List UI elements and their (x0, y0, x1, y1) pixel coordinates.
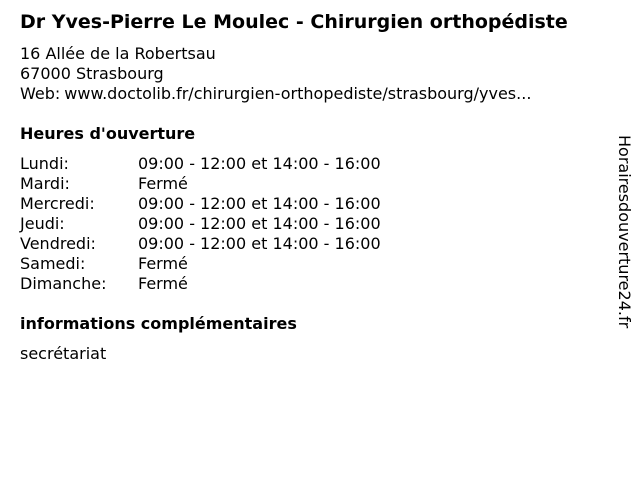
day-label: Mardi: (20, 174, 70, 193)
day-label: Dimanche: (20, 274, 107, 293)
hours-value: Fermé (138, 174, 188, 193)
website-line (20, 84, 531, 104)
hours-row-saturday (20, 254, 381, 274)
hours-value: Fermé (138, 254, 188, 273)
page-title: Dr Yves-Pierre Le Moulec - Chirurgien orthopédiste (20, 11, 568, 33)
hours-value: 09:00 - 12:00 et 14:00 - 16:00 (138, 234, 381, 253)
hours-value: 09:00 - 12:00 et 14:00 - 16:00 (138, 154, 381, 173)
website-link[interactable]: www.doctolib.fr/chirurgien-orthopediste/strasbourg/yves... (64, 84, 532, 103)
day-label: Lundi: (20, 154, 69, 173)
opening-hours-table (20, 154, 381, 294)
additional-info-heading: informations complémentaires (20, 314, 297, 333)
opening-hours-heading: Heures d'ouverture (20, 124, 196, 143)
site-watermark: Horairesdouverture24.fr (615, 135, 634, 329)
additional-info-text: secrétariat (20, 344, 107, 363)
hours-row-wednesday (20, 194, 381, 214)
street-address: 16 Allée de la Robertsau (20, 44, 216, 63)
hours-row-sunday (20, 274, 381, 294)
hours-row-monday (20, 154, 381, 174)
day-label: Jeudi: (20, 214, 65, 233)
hours-value: 09:00 - 12:00 et 14:00 - 16:00 (138, 194, 381, 213)
day-label: Mercredi: (20, 194, 95, 213)
day-label: Vendredi: (20, 234, 96, 253)
hours-value: Fermé (138, 274, 188, 293)
web-label: Web: (20, 84, 61, 103)
day-label: Samedi: (20, 254, 86, 273)
hours-row-tuesday (20, 174, 381, 194)
address-block (20, 44, 531, 104)
hours-row-thursday (20, 214, 381, 234)
hours-value: 09:00 - 12:00 et 14:00 - 16:00 (138, 214, 381, 233)
hours-row-friday (20, 234, 381, 254)
city: 67000 Strasbourg (20, 64, 164, 83)
